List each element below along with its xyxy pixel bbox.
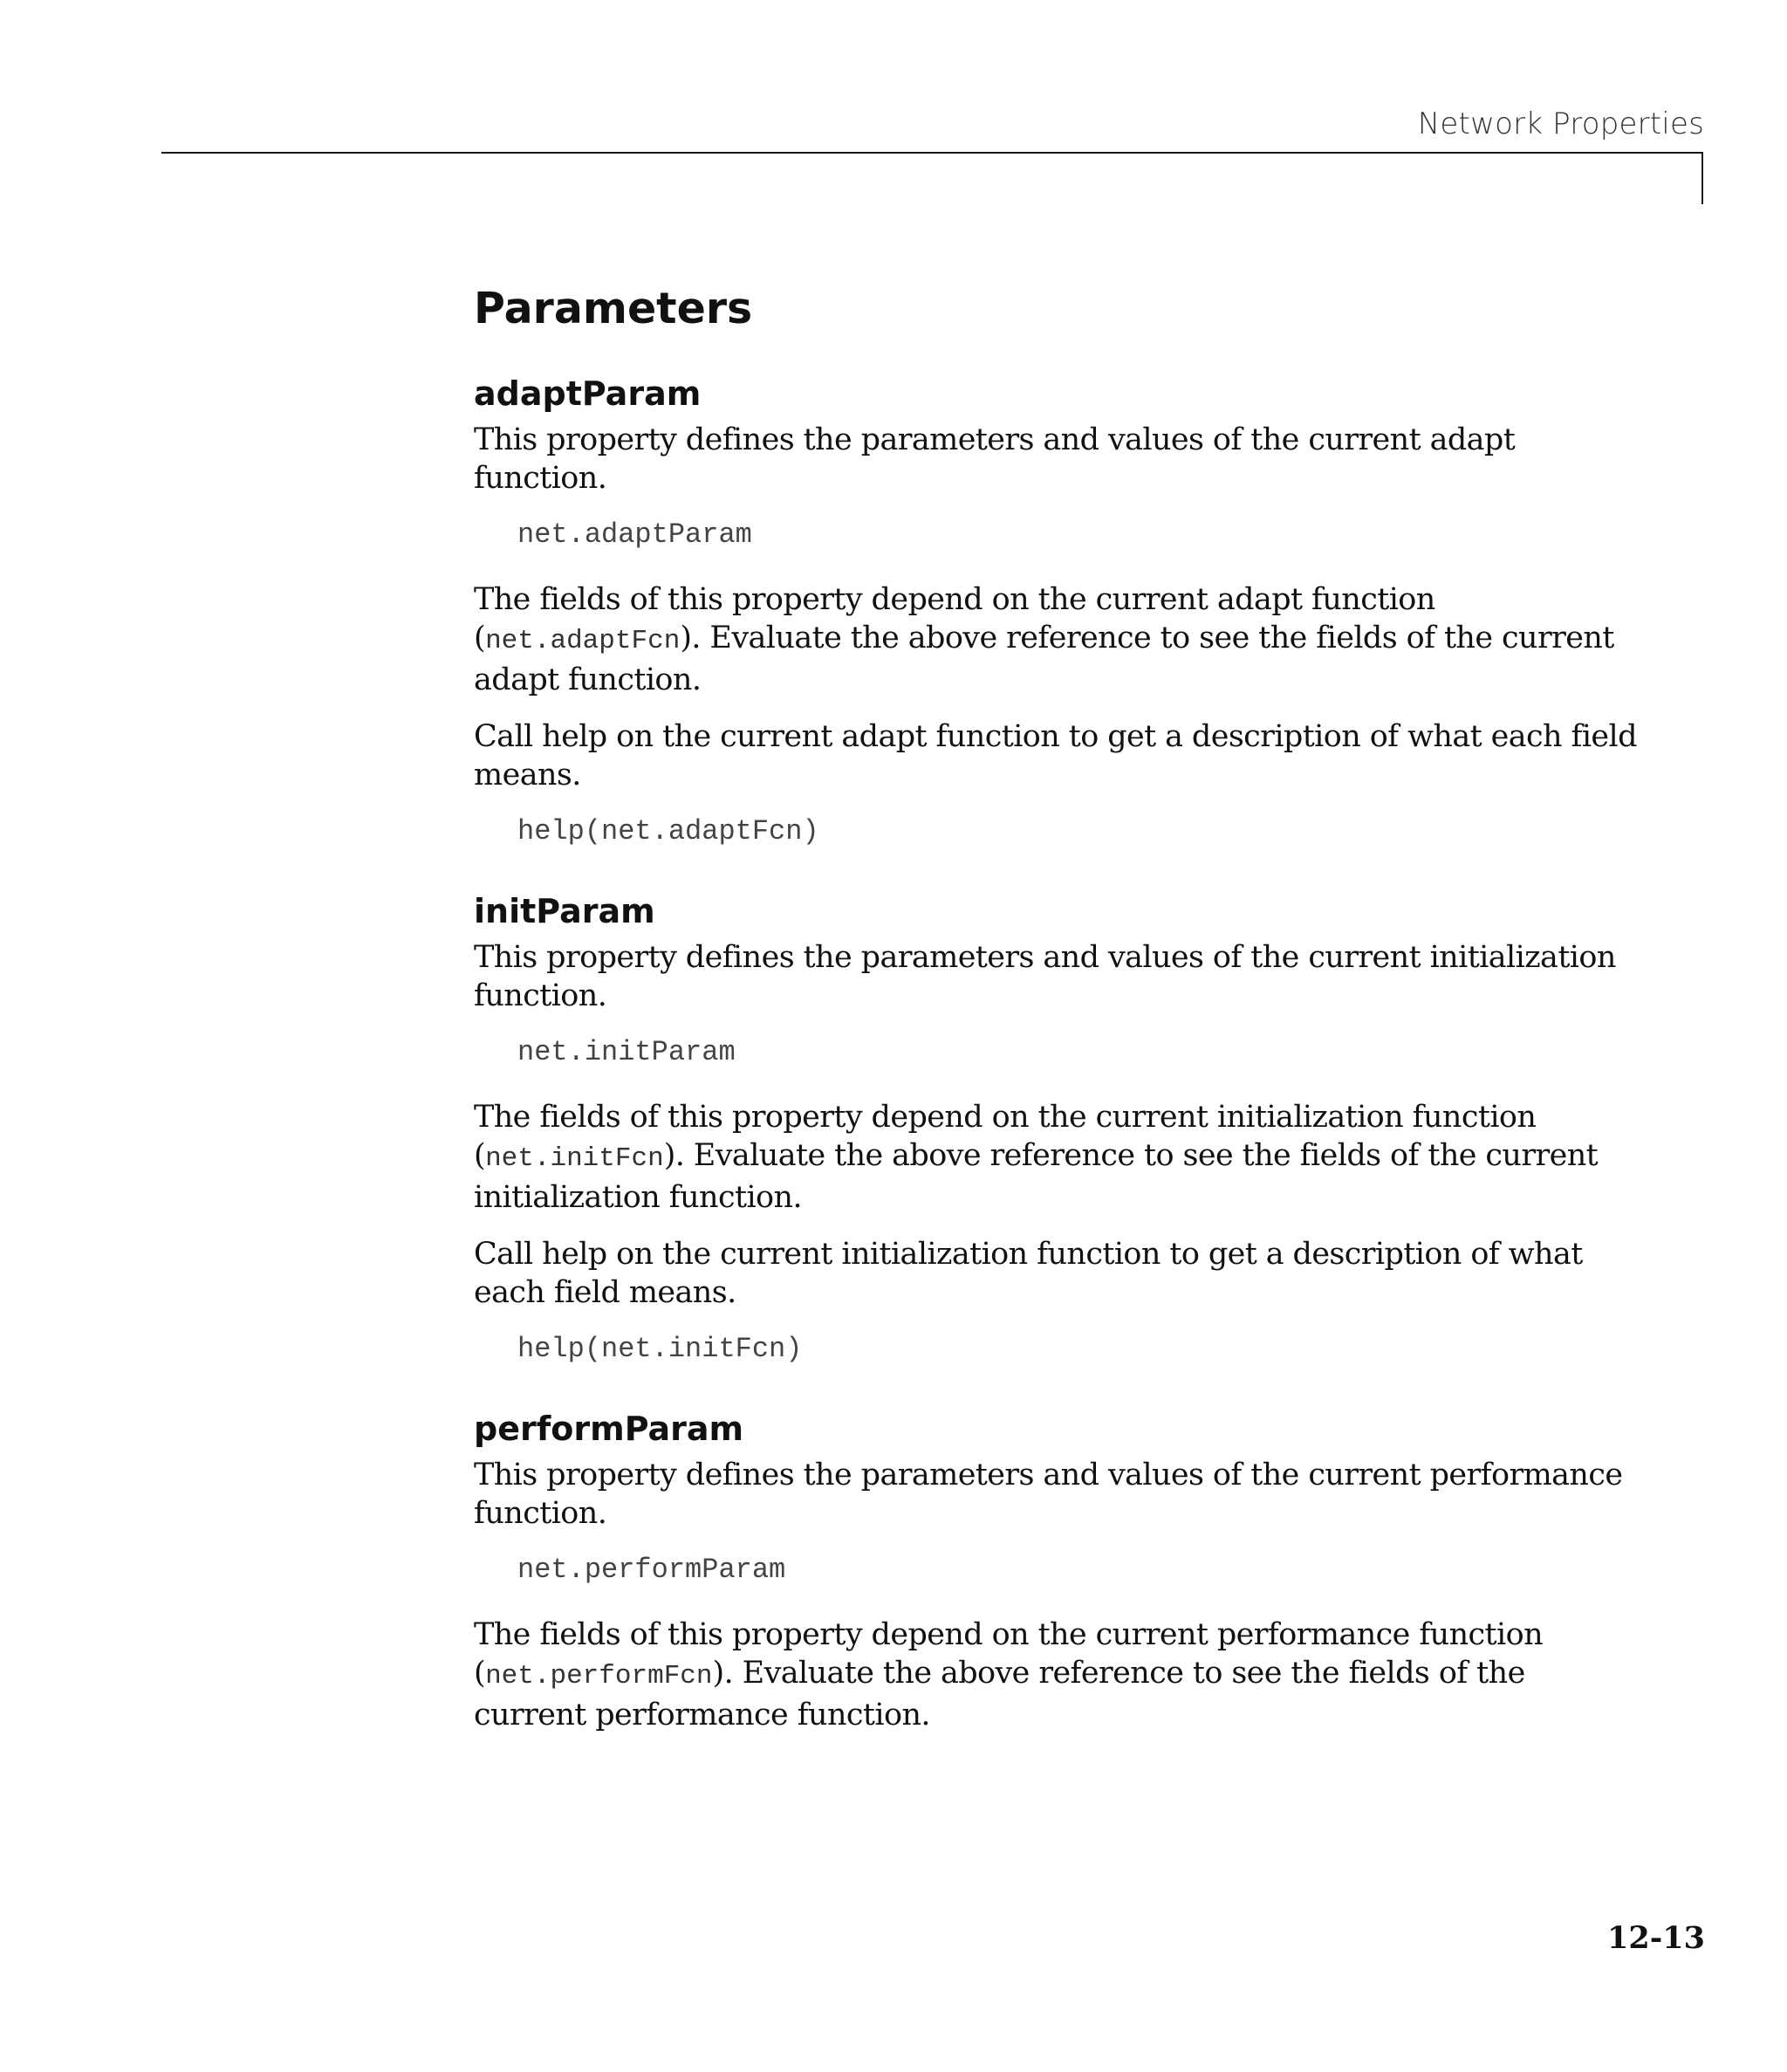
- property-heading: adaptParam: [474, 374, 702, 413]
- property-adaptparam: [474, 372, 1643, 851]
- property-description: This property defines the parameters and values of the current performance function.: [474, 1458, 1623, 1531]
- text-span: ). Evaluate the above reference to see the fields of the current initialization function.: [474, 1138, 1599, 1215]
- property-initparam: [474, 889, 1643, 1369]
- help-paragraph: Call help on the current initialization function to get a description of what each field means.: [474, 1237, 1583, 1310]
- code-example: help(net.adaptFcn): [517, 815, 819, 847]
- property-description: This property defines the parameters and values of the current initialization function.: [474, 940, 1616, 1013]
- property-description: This property defines the parameters and values of the current adapt function.: [474, 422, 1516, 496]
- code-example: net.adaptParam: [517, 518, 752, 551]
- text-span: The fields of this property depend on the current performance function (: [474, 1617, 1544, 1691]
- code-example: net.performParam: [517, 1554, 786, 1586]
- code-example: help(net.initFcn): [517, 1333, 803, 1365]
- text-span: The fields of this property depend on the current adapt function (: [474, 582, 1435, 655]
- property-fields-paragraph: [474, 1616, 1643, 1734]
- text-span: ). Evaluate the above reference to see the fields of the current performance function.: [474, 1656, 1525, 1732]
- property-heading: performParam: [474, 1410, 744, 1448]
- text-span: ). Evaluate the above reference to see the fields of the current adapt function.: [474, 621, 1614, 697]
- inline-code: net.adaptFcn: [485, 626, 681, 656]
- running-header: Network Properties: [1417, 106, 1704, 141]
- property-fields-paragraph: [474, 580, 1643, 699]
- property-performparam: [474, 1407, 1643, 1734]
- header-rule: [161, 152, 1703, 154]
- property-fields-paragraph: [474, 1098, 1643, 1217]
- section-title: Parameters: [474, 284, 753, 333]
- page-number: 12-13: [1607, 1920, 1705, 1956]
- page-content: [474, 281, 1643, 1753]
- header-rule-tick: [1701, 152, 1703, 204]
- inline-code: net.performFcn: [485, 1661, 713, 1691]
- help-paragraph: Call help on the current adapt function to get a description of what each field means.: [474, 719, 1637, 792]
- code-example: net.initParam: [517, 1036, 736, 1068]
- text-span: The fields of this property depend on the current initialization function (: [474, 1100, 1537, 1173]
- inline-code: net.initFcn: [485, 1143, 664, 1174]
- property-heading: initParam: [474, 892, 655, 930]
